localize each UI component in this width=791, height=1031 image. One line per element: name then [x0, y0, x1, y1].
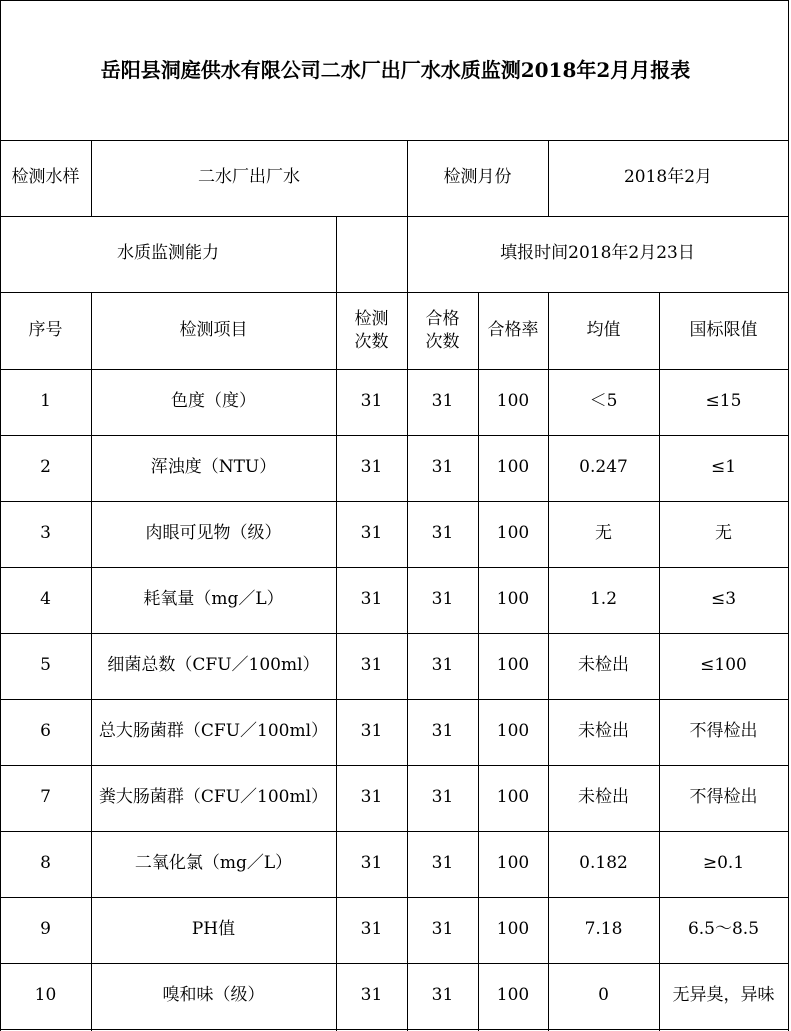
cell-index: 2: [40, 457, 51, 478]
cell-passed: 31: [431, 457, 454, 478]
cell-index: 1: [40, 391, 51, 412]
cell-passed: 31: [431, 787, 454, 808]
cell-rate: 100: [496, 919, 530, 940]
grid-line-vertical: [0, 0, 1, 1031]
cell-tests: 31: [360, 589, 383, 610]
cell-rate: 100: [496, 457, 530, 478]
cell-passed: 31: [431, 391, 454, 412]
grid-line-vertical: [788, 0, 789, 1031]
cell-passed: 31: [431, 985, 454, 1006]
cell-index: 8: [40, 853, 51, 874]
cell-index: 10: [34, 985, 57, 1006]
cell-rate: 100: [496, 853, 530, 874]
grid-line-vertical: [91, 140, 92, 217]
header-tests-line1: 检测: [354, 309, 389, 330]
cell-limit: 无: [715, 523, 732, 544]
sample-label: 检测水样: [11, 167, 80, 188]
grid-line-horizontal: [0, 369, 789, 370]
cell-item: 肉眼可见物（级）: [145, 523, 282, 544]
cell-mean: 7.18: [584, 919, 623, 940]
cell-passed: 31: [431, 853, 454, 874]
cell-tests: 31: [360, 853, 383, 874]
cell-item: 耗氧量（mg／L）: [143, 589, 284, 610]
cell-passed: 31: [431, 589, 454, 610]
cell-index: 7: [40, 787, 51, 808]
cell-item: 总大肠菌群（CFU／100ml）: [98, 721, 329, 742]
cell-limit: 不得检出: [689, 787, 758, 808]
cell-item: 色度（度）: [171, 391, 256, 412]
cell-limit: ≥0.1: [702, 853, 745, 874]
grid-line-horizontal: [0, 0, 789, 1]
grid-line-vertical: [336, 216, 337, 293]
grid-line-vertical: [407, 216, 408, 293]
grid-line-vertical: [407, 292, 408, 1031]
cell-passed: 31: [431, 523, 454, 544]
cell-mean: 0: [598, 985, 609, 1006]
month-label: 检测月份: [443, 167, 512, 188]
cell-item: 嗅和味（级）: [162, 985, 265, 1006]
cell-limit: ≤100: [700, 655, 747, 676]
cell-limit: 6.5～8.5: [687, 919, 760, 940]
cell-limit: 无异臭，异味: [672, 985, 775, 1006]
cell-mean: 0.247: [579, 457, 628, 478]
grid-line-horizontal: [0, 831, 789, 832]
cell-index: 5: [40, 655, 51, 676]
cell-limit: 不得检出: [689, 721, 758, 742]
grid-line-vertical: [548, 292, 549, 1031]
cell-tests: 31: [360, 457, 383, 478]
cell-rate: 100: [496, 391, 530, 412]
cell-passed: 31: [431, 919, 454, 940]
grid-line-horizontal: [0, 699, 789, 700]
cell-mean: 1.2: [589, 589, 618, 610]
cell-tests: 31: [360, 523, 383, 544]
cell-mean: 无: [595, 523, 612, 544]
grid-line-vertical: [407, 140, 408, 217]
cell-index: 6: [40, 721, 51, 742]
grid-line-vertical: [91, 292, 92, 1031]
grid-line-horizontal: [0, 633, 789, 634]
cell-limit: ≤15: [705, 391, 742, 412]
cell-passed: 31: [431, 721, 454, 742]
cell-index: 3: [40, 523, 51, 544]
sample-value: 二水厂出厂水: [198, 167, 300, 188]
cell-tests: 31: [360, 721, 383, 742]
header-limit: 国标限值: [689, 319, 758, 340]
header-rate: 合格率: [487, 319, 539, 340]
grid-line-horizontal: [0, 216, 789, 217]
month-value: 2018年2月: [623, 167, 713, 188]
header-passed: [407, 292, 478, 369]
cell-rate: 100: [496, 655, 530, 676]
header-passed-line1: 合格: [425, 309, 460, 330]
cell-passed: 31: [431, 655, 454, 676]
cell-rate: 100: [496, 523, 530, 544]
header-index: 序号: [28, 319, 63, 340]
cell-rate: 100: [496, 787, 530, 808]
cell-mean: 0.182: [579, 853, 628, 874]
cell-index: 4: [40, 589, 51, 610]
cell-mean: ＜5: [589, 391, 618, 412]
cell-tests: 31: [360, 919, 383, 940]
grid-line-vertical: [478, 292, 479, 1031]
cell-tests: 31: [360, 655, 383, 676]
cell-limit: ≤3: [710, 589, 737, 610]
cell-mean: 未检出: [578, 787, 629, 808]
grid-line-vertical: [548, 140, 549, 217]
cell-mean: 未检出: [578, 655, 629, 676]
cell-item: 二氧化氯（mg／L）: [134, 853, 293, 874]
grid-line-horizontal: [0, 292, 789, 293]
report-time: 填报时间2018年2月23日: [500, 243, 695, 264]
grid-line-horizontal: [0, 435, 789, 436]
grid-line-horizontal: [0, 140, 789, 141]
report-title: 岳阳县洞庭供水有限公司二水厂出厂水水质监测2018年2月月报表: [100, 58, 691, 82]
grid-line-horizontal: [0, 567, 789, 568]
header-tests: [336, 292, 407, 369]
cell-item: PH值: [191, 919, 236, 940]
cell-mean: 未检出: [578, 721, 629, 742]
cell-index: 9: [40, 919, 51, 940]
grid-line-horizontal: [0, 765, 789, 766]
cell-rate: 100: [496, 721, 530, 742]
cell-limit: ≤1: [710, 457, 737, 478]
cell-item: 细菌总数（CFU／100ml）: [107, 655, 320, 676]
header-tests-line2: 次数: [354, 331, 389, 352]
grid-line-horizontal: [0, 897, 789, 898]
header-item: 检测项目: [179, 319, 248, 340]
header-mean: 均值: [586, 319, 621, 340]
cell-tests: 31: [360, 787, 383, 808]
grid-line-horizontal: [0, 963, 789, 964]
grid-line-vertical: [659, 292, 660, 1031]
cell-item: 浑浊度（NTU）: [150, 457, 277, 478]
cell-item: 粪大肠菌群（CFU／100ml）: [98, 787, 329, 808]
grid-line-horizontal: [0, 1029, 789, 1030]
cell-tests: 31: [360, 985, 383, 1006]
cell-tests: 31: [360, 391, 383, 412]
header-passed-line2: 次数: [425, 331, 460, 352]
cell-rate: 100: [496, 589, 530, 610]
cell-rate: 100: [496, 985, 530, 1006]
grid-line-vertical: [336, 292, 337, 1031]
grid-line-horizontal: [0, 501, 789, 502]
capability-label: 水质监测能力: [117, 243, 219, 264]
